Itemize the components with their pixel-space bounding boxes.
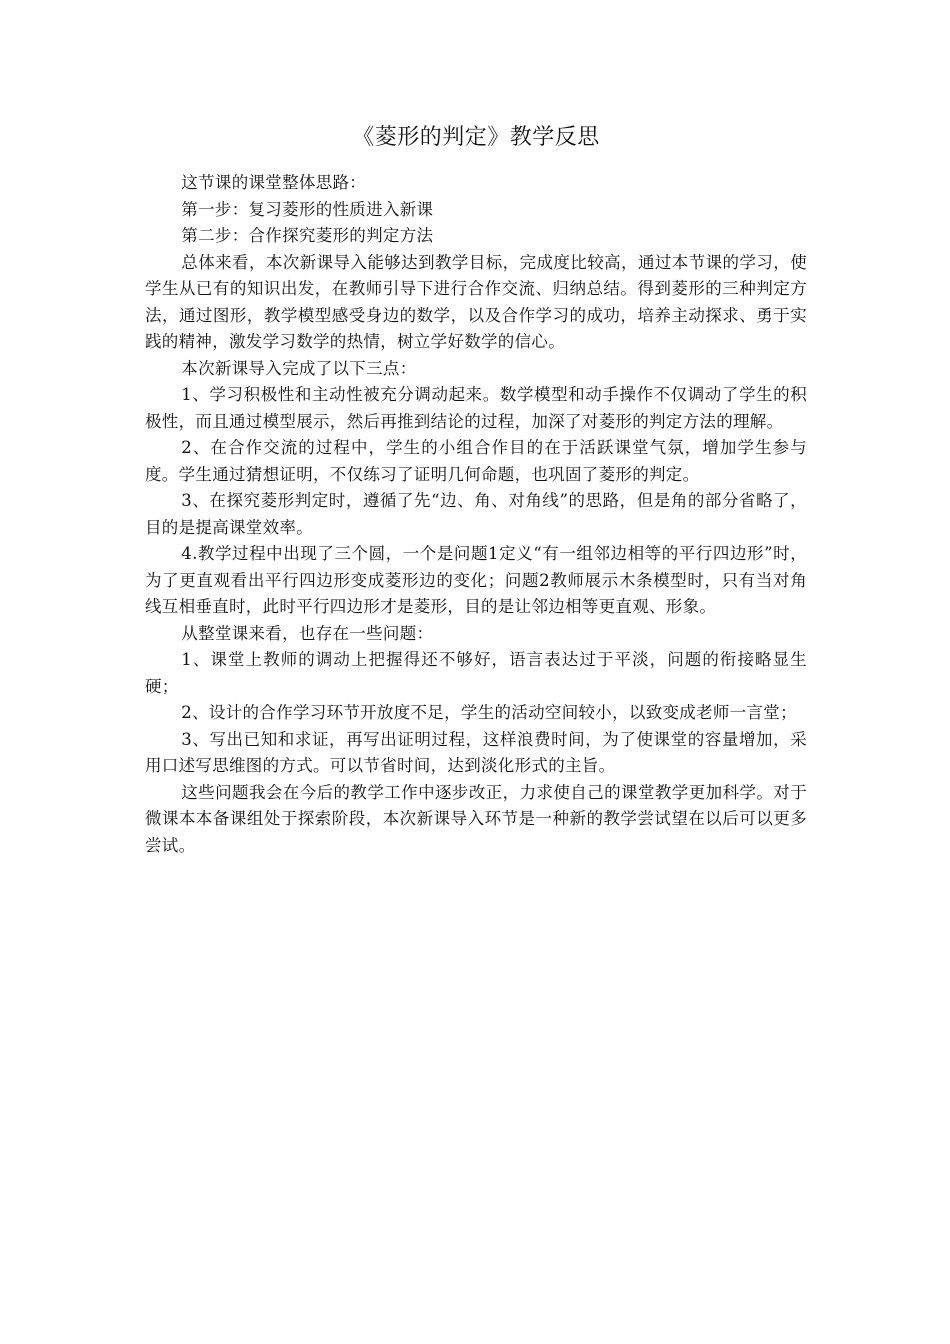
paragraph-conclusion: 这些问题我会在今后的教学工作中逐步改正，力求使自己的课堂教学更加科学。对于微课本本备课组处于探索阶段，本次新课导入环节是一种新的教学尝试望在以后可以更多尝试。 xyxy=(145,782,807,855)
paragraph-summary: 总体来看，本次新课导入能够达到教学目标，完成度比较高，通过本节课的学习，使学生从已有的知识出发，在教师引导下进行合作交流、归纳总结。得到菱形的三种判定方法，通过图形，教学模型感受身边的数学，以及合作学习的成功，培养主动探求、勇于实践的精神，激发学习数学的热情，树立学好数学的信心。 xyxy=(145,252,807,351)
paragraph-achievement-4: 4.教学过程中出现了三个圆，一个是问题1定义“有一组邻边相等的平行四边形”时，为了更直观看出平行四边形变成菱形边的变化；问题2教师展示木条模型时，只有当对角线互相垂直时，此时平行四边形才是菱形，目的是让邻边相等更直观、形象。 xyxy=(145,544,807,616)
document-title: 《菱形的判定》教学反思 xyxy=(352,125,600,150)
document-body xyxy=(145,118,807,859)
paragraph-problem-2: 2、设计的合作学习环节开放度不足，学生的活动空间较小，以致变成老师一言堂； xyxy=(181,703,797,722)
paragraph-achievements-heading: 本次新课导入完成了以下三点： xyxy=(181,358,417,378)
paragraph-achievement-1: 1、学习积极性和主动性被充分调动起来。数学模型和动手操作不仅调动了学生的积极性，而且通过模型展示，然后再推到结论的过程，加深了对菱形的判定方法的理解。 xyxy=(145,385,807,431)
paragraph-step-one: 第一步：复习菱形的性质进入新课 xyxy=(181,199,434,219)
paragraph-problem-3: 3、写出已知和求证，再写出证明过程，这样浪费时间，为了使课堂的容量增加，采用口述写思维图的方式。可以节省时间，达到淡化形式的主旨。 xyxy=(145,729,807,775)
paragraph-achievement-3: 3、在探究菱形判定时，遵循了先“边、角、对角线”的思路，但是角的部分省略了，目的是提高课堂效率。 xyxy=(145,491,807,537)
paragraph-problem-1: 1、课堂上教师的调动上把握得还不够好，语言表达过于平淡，问题的衔接略显生硬； xyxy=(145,650,807,696)
paragraph-achievement-2: 2、在合作交流的过程中，学生的小组合作目的在于活跃课堂气氛，增加学生参与度。学生通过猜想证明，不仅练习了证明几何命题，也巩固了菱形的判定。 xyxy=(145,438,807,484)
paragraph-problems-heading: 从整堂课来看，也存在一些问题： xyxy=(181,623,434,643)
paragraph-step-two: 第二步：合作探究菱形的判定方法 xyxy=(181,226,434,245)
paragraph-overview-heading: 这节课的课堂整体思路： xyxy=(181,173,367,192)
